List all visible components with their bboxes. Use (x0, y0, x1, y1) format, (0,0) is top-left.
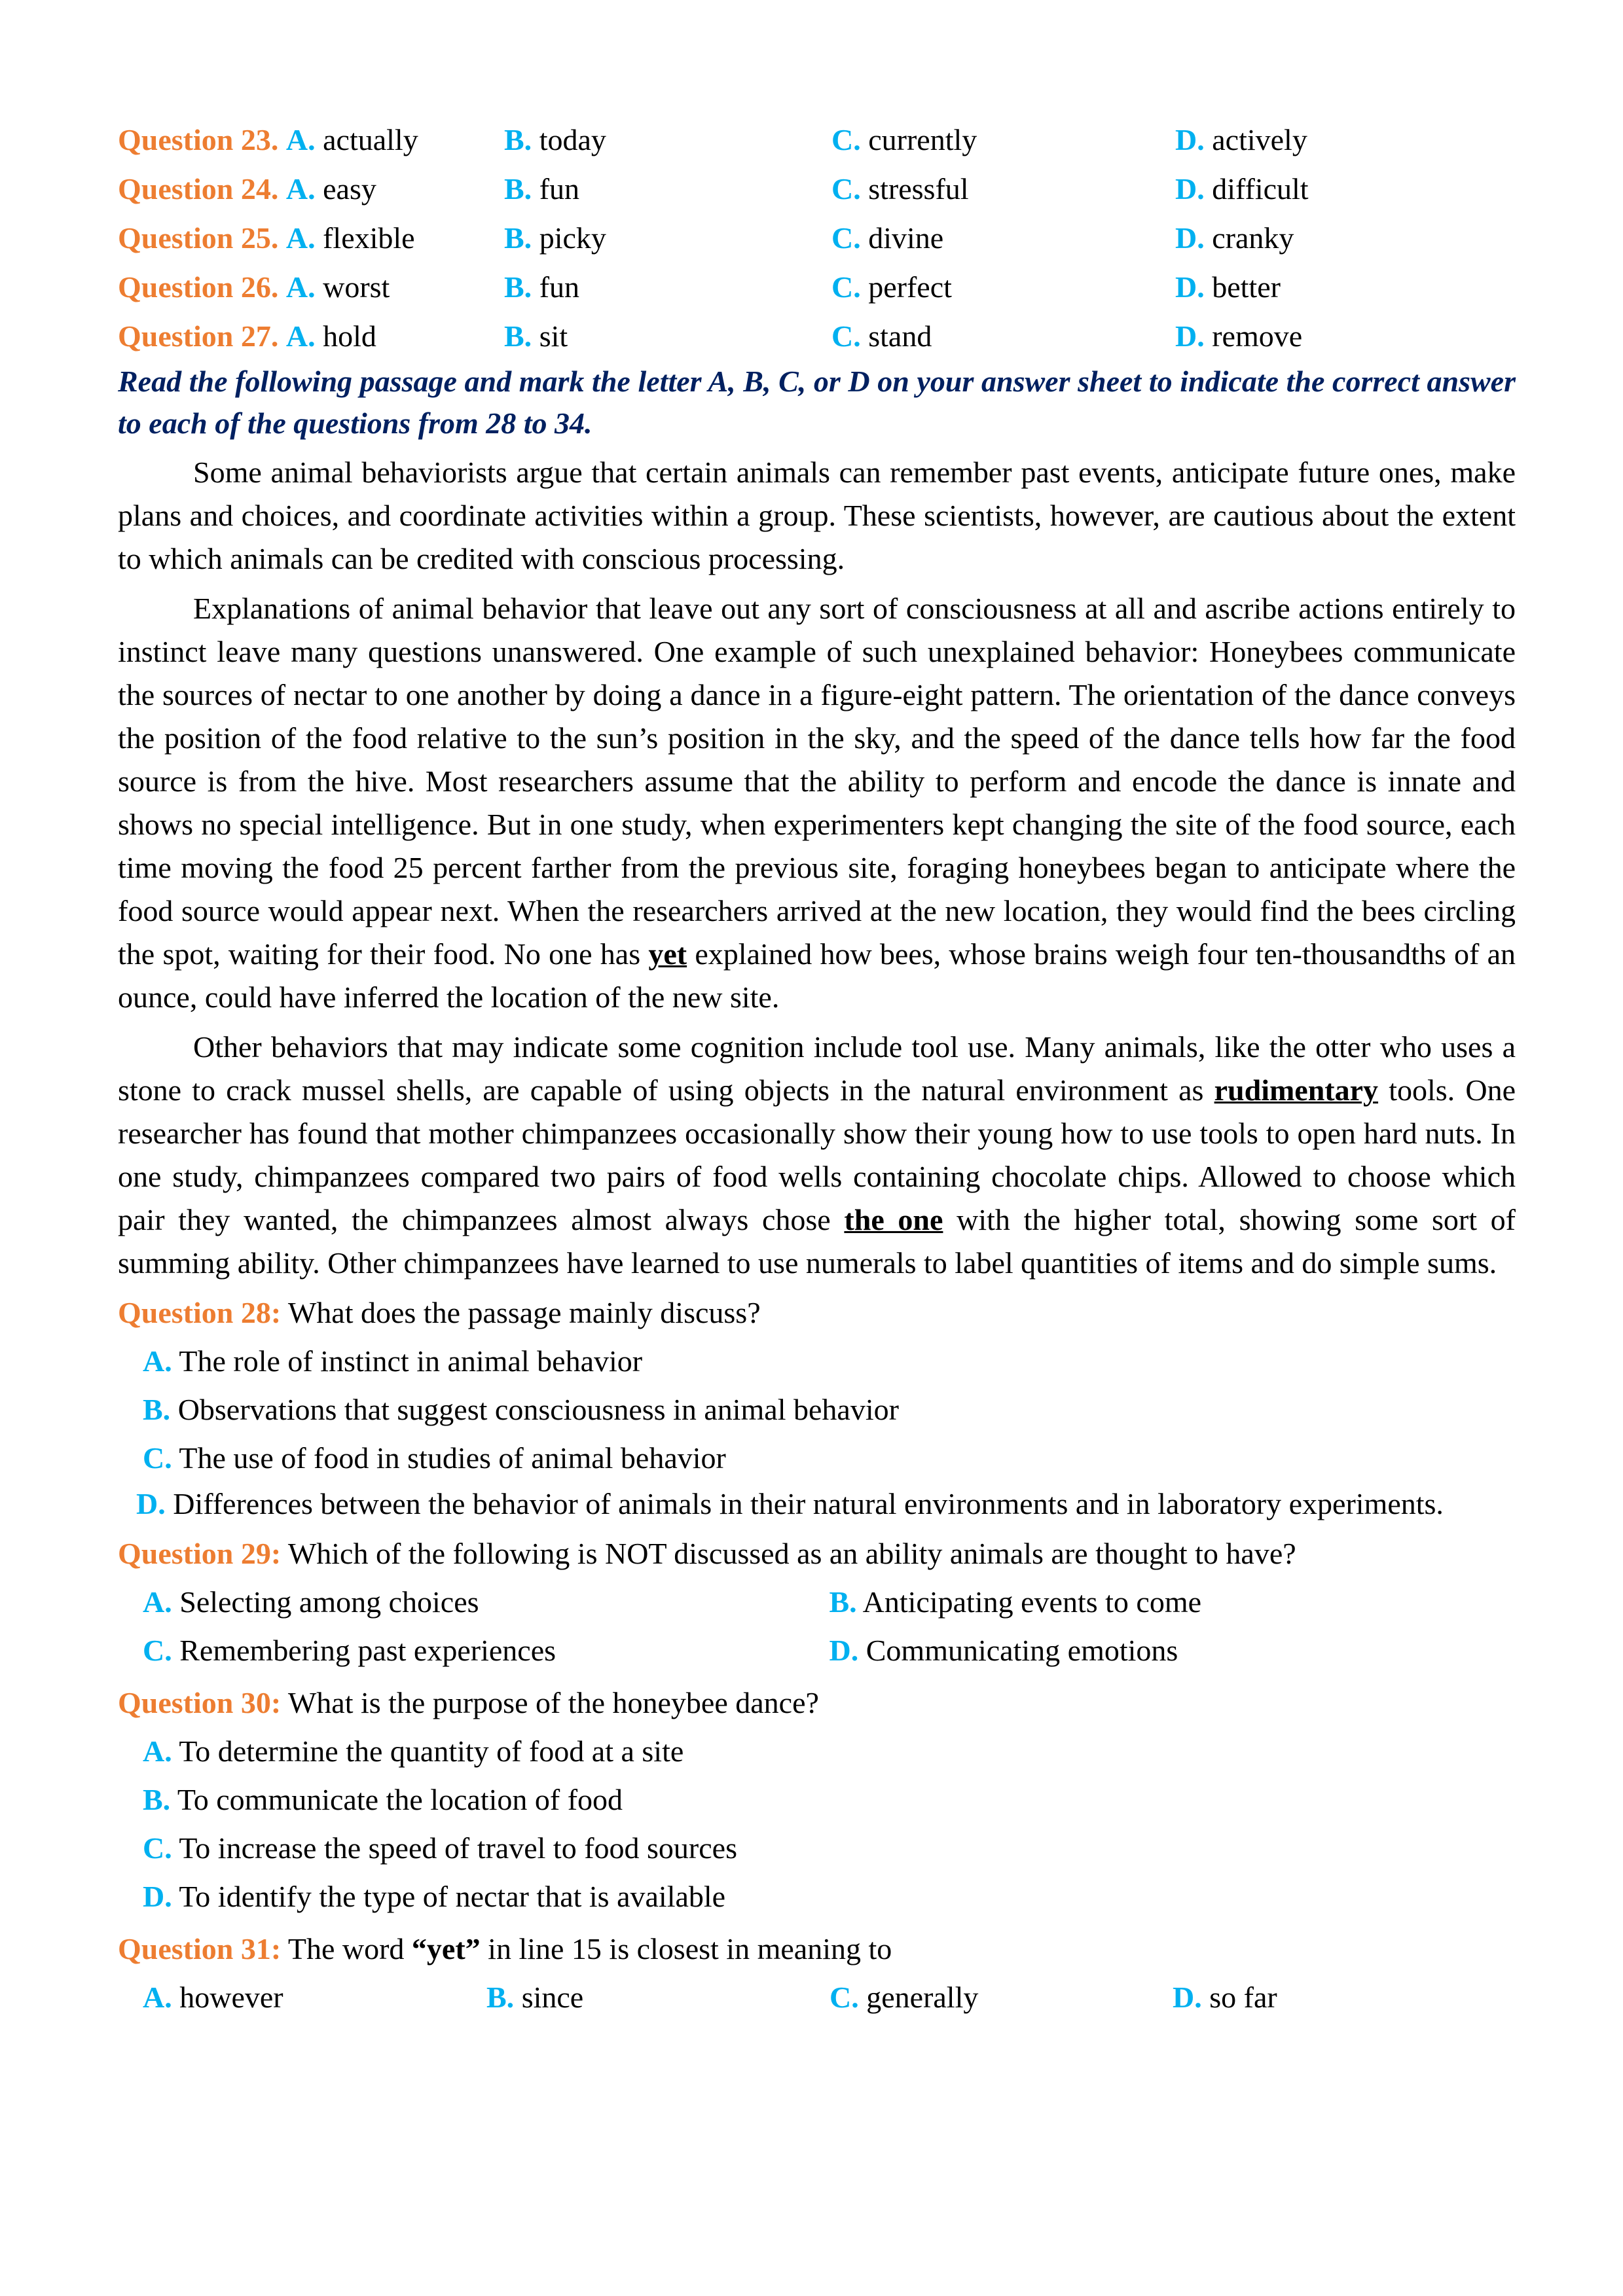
option-letter: A. (143, 1585, 172, 1619)
option-text: To determine the quantity of food at a site (172, 1734, 684, 1768)
option-text: perfect (868, 270, 952, 304)
option-text: since (514, 1981, 584, 2014)
highlighted-phrase-the-one: the one (844, 1203, 943, 1236)
option-letter: C. (831, 122, 861, 156)
question-stem (118, 1530, 1516, 1578)
option-text: generally (858, 1981, 979, 2014)
passage-text: Explanations of animal behavior that leave out any sort of consciousness at all and ascribe actions entirely to instinct leave many questions unanswered. One example of such unexplained behavior: Honeybees communicate the sources of nectar to one another by doing a dance in a figure-eight pattern. The orientation of the dance conveys the position of the food relative to the sun’s position in the sky, and the speed of the dance tells how far the food source is from the hive. Most researchers assume that the ability to perform and encode the dance is innate and shows no special intelligence. But in one study, when experimenters kept changing the site of the food source, each time moving the food 25 percent farther from the previous site, foraging honeybees began to anticipate where the food source would appear next. When the researchers arrived at the new location, they would find the bees circling the spot, waiting for their food. No one has (118, 592, 1516, 971)
option-text: To increase the speed of travel to food sources (172, 1831, 737, 1865)
option-letter: A. (143, 1344, 172, 1378)
option-text: The use of food in studies of animal behavior (172, 1441, 726, 1475)
answer-option-b[interactable] (486, 1973, 830, 2022)
answer-option-b[interactable] (118, 1386, 1516, 1434)
question-text: What is the purpose of the honeybee dance? (281, 1686, 819, 1719)
option-text: To identify the type of nectar that is available (172, 1880, 726, 1913)
option-text: To communicate the location of food (170, 1783, 623, 1816)
option-text: The role of instinct in animal behavior (172, 1344, 643, 1378)
question-26-row (118, 262, 1516, 312)
option-letter: D. (829, 1634, 859, 1667)
option-text: flexible (323, 221, 415, 255)
option-text: fun (539, 171, 580, 206)
question-23-row (118, 115, 1516, 164)
vocab-question-list (118, 115, 1516, 361)
answer-option-c[interactable] (118, 1824, 1516, 1873)
answer-option-a[interactable] (118, 1727, 1516, 1776)
option-letter: D. (143, 1880, 172, 1913)
answer-option-c[interactable] (830, 1973, 1173, 2022)
answer-row (118, 1578, 1516, 1626)
option-text: Selecting among choices (172, 1585, 479, 1619)
option-text: hold (323, 319, 376, 353)
passage-paragraph-2 (118, 587, 1516, 1019)
option-text: easy (323, 171, 376, 206)
option-letter: B. (829, 1585, 857, 1619)
option-letter: A. (285, 270, 316, 304)
answer-option-b[interactable] (118, 1776, 1516, 1824)
option-text: Communicating emotions (858, 1634, 1178, 1667)
question-label: Question 23. (118, 122, 279, 156)
question-text: The word (281, 1932, 412, 1965)
question-stem (118, 1679, 1516, 1727)
option-letter: C. (143, 1831, 172, 1865)
option-text: remove (1212, 319, 1303, 353)
option-letter: D. (1175, 221, 1205, 255)
reading-instruction: Read the following passage and mark the letter A, B, C, or D on your answer sheet to indicate the correct answer to each of the questions from 28 to 34. (118, 365, 1516, 440)
option-text: stand (868, 319, 932, 353)
option-letter: B. (143, 1393, 171, 1426)
exam-page (118, 115, 1516, 2022)
question-text: Which of the following is NOT discussed as an ability animals are thought to have? (281, 1537, 1296, 1570)
quoted-word: “yet” (411, 1932, 481, 1965)
answer-row (118, 1626, 1516, 1675)
highlighted-word-yet: yet (648, 937, 687, 971)
option-letter: B. (143, 1783, 171, 1816)
answer-option-c[interactable] (143, 1626, 830, 1675)
option-text: cranky (1212, 221, 1294, 255)
option-text: worst (323, 270, 390, 304)
option-letter: C. (831, 319, 861, 353)
option-text: sit (539, 319, 568, 353)
question-label: Question 29: (118, 1537, 282, 1570)
question-label: Question 26. (118, 270, 279, 304)
answer-option-c[interactable] (118, 1434, 1516, 1482)
answer-option-d[interactable] (830, 1626, 1516, 1675)
answer-option-d[interactable] (118, 1482, 1516, 1526)
question-label: Question 27. (118, 319, 279, 353)
option-text: Anticipating events to come (856, 1585, 1202, 1619)
question-label: Question 25. (118, 221, 279, 255)
question-25-row (118, 213, 1516, 262)
option-text: divine (868, 221, 944, 255)
question-text: What does the passage mainly discuss? (281, 1296, 761, 1329)
answer-option-b[interactable] (830, 1578, 1516, 1626)
option-letter: C. (830, 1981, 859, 2014)
option-text: Remembering past experiences (172, 1634, 556, 1667)
option-letter: A. (285, 319, 316, 353)
option-letter: B. (504, 171, 532, 206)
answer-option-a[interactable] (118, 1337, 1516, 1386)
question-28 (118, 1289, 1516, 1526)
option-letter: C. (143, 1634, 172, 1667)
question-30 (118, 1679, 1516, 1921)
option-letter: A. (285, 171, 316, 206)
answer-option-a[interactable] (143, 1578, 830, 1626)
question-27-row (118, 312, 1516, 361)
option-text: fun (539, 270, 580, 304)
option-letter: B. (504, 319, 532, 353)
question-label: Question 31: (118, 1932, 282, 1965)
question-label: Question 30: (118, 1686, 282, 1719)
option-letter: D. (1175, 122, 1205, 156)
passage-text: tools. One researcher has found that mother chimpanzees occasionally show their young how to use tools to open hard nuts. In one study, chimpanzees compared two pairs of food wells containing chocolate chips. Allowed to choose which pair they wanted, the chimpanzees almost always chose (118, 1073, 1516, 1236)
answer-option-a[interactable] (143, 1973, 486, 2022)
passage-text: Other behaviors that may indicate some cognition include tool use. Many animals, like the otter who uses a stone to crack mussel shells, are capable of using objects in the natural environment as (118, 1030, 1516, 1107)
option-letter: B. (504, 270, 532, 304)
option-letter: C. (831, 270, 861, 304)
option-letter: B. (504, 122, 532, 156)
option-letter: C. (143, 1441, 172, 1475)
option-text: stressful (868, 171, 969, 206)
option-letter: D. (1175, 319, 1205, 353)
option-letter: C. (831, 221, 861, 255)
option-text: difficult (1212, 171, 1309, 206)
passage-paragraph-1: Some animal behaviorists argue that certain animals can remember past events, anticipate future ones, make plans and choices, and coordinate activities within a group. These scientists, however, are cautious about the extent to which animals can be credited with conscious processing. (118, 456, 1516, 575)
highlighted-word-rudimentary: rudimentary (1214, 1073, 1379, 1107)
option-letter: D. (136, 1487, 166, 1520)
option-letter: C. (831, 171, 861, 206)
answer-row (118, 1973, 1516, 2022)
reading-passage (118, 451, 1516, 1285)
option-letter: D. (1175, 171, 1205, 206)
question-29 (118, 1530, 1516, 1675)
option-text: actually (323, 122, 418, 156)
option-letter: B. (486, 1981, 515, 2014)
option-text: currently (868, 122, 977, 156)
answer-option-d[interactable] (118, 1873, 1516, 1921)
question-text: in line 15 is closest in meaning to (480, 1932, 892, 1965)
option-letter: B. (504, 221, 532, 255)
question-24-row (118, 164, 1516, 213)
option-text: Differences between the behavior of animals in their natural environments and in laboratory experiments. (165, 1487, 1444, 1520)
option-letter: A. (143, 1734, 172, 1768)
question-stem (118, 1289, 1516, 1337)
option-text: however (172, 1981, 283, 2014)
question-stem (118, 1925, 1516, 1973)
question-31 (118, 1925, 1516, 2022)
option-letter: D. (1175, 270, 1205, 304)
option-text: Observations that suggest consciousness in animal behavior (170, 1393, 899, 1426)
option-letter: A. (285, 122, 316, 156)
option-letter: A. (285, 221, 316, 255)
option-text: so far (1201, 1981, 1277, 2014)
option-text: picky (539, 221, 606, 255)
option-text: today (539, 122, 606, 156)
option-letter: A. (143, 1981, 172, 2014)
passage-text: with the higher total, showing some sort of summing ability. Other chimpanzees have learned to use numerals to label quantities of items and do simple sums. (118, 1203, 1516, 1280)
option-text: actively (1212, 122, 1307, 156)
answer-option-d[interactable] (1173, 1973, 1516, 2022)
passage-text: explained how bees, whose brains weigh four ten-thousandths of an ounce, could have inferred the location of the new site. (118, 937, 1516, 1014)
option-text: better (1212, 270, 1281, 304)
passage-paragraph-3 (118, 1026, 1516, 1285)
question-label: Question 24. (118, 171, 279, 206)
option-letter: D. (1173, 1981, 1202, 2014)
question-label: Question 28: (118, 1296, 282, 1329)
